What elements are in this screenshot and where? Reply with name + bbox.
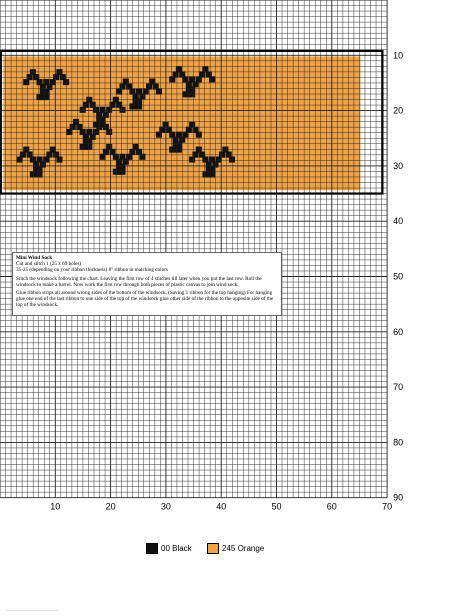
axis-label-bottom: 30 [160,501,171,512]
color-legend [0,542,474,556]
instructions-line2: 35-25 (depending on your ribbon thickness) 8" ribbon in matching colors [16,267,168,274]
axis-label-right: 80 [393,437,404,448]
instructions-para2: Glue ribbon strips all around wrong sides of the bottom of the windsock. (Saving 1 ribbon for the top hanging) For hanging glue one end of the last ribbon to one side of the top of the windsock glue other side of the ribbon to the opposite side of the top of the windsock. [16,290,274,309]
instructions-title: Mini Wind Sock [16,255,53,261]
axis-label-bottom: 70 [382,501,393,512]
instructions-para1: Stitch the windsock following the chart. Leaving the first row of 4 stitches till later when you put the last row. Roll the windsock to make a barrel. Now work the first row through both pieces of plastic canvas to join wind sock. [16,275,262,288]
legend-label-black: 00 Black [161,543,192,553]
black-stitch [56,156,62,162]
axis-label-bottom: 10 [50,501,61,512]
axis-label-right: 30 [393,160,404,171]
black-swatch [146,543,158,554]
axis-label-right: 20 [393,105,404,116]
black-stitch [119,107,125,113]
axis-label-right: 50 [393,271,404,282]
axis-label-bottom: 20 [105,501,116,512]
black-stitch [106,129,112,135]
black-stitch [156,88,162,94]
axis-label-bottom: 40 [216,501,227,512]
axis-label-right: 60 [393,326,404,337]
black-stitch [36,171,42,177]
black-stitch [229,156,235,162]
instructions-box [12,252,282,316]
legend-label-orange: 245 Orange [222,543,265,553]
axis-label-right: 70 [393,382,404,393]
footer-text: ................................................ [6,607,60,612]
black-stitch [86,144,92,150]
axis-label-right: 40 [393,216,404,227]
legend-item-black [146,542,192,554]
axis-label-right: 90 [393,492,404,503]
instructions-line1: Cut and stitch 1 (25 x 69 holes) [16,261,82,268]
black-stitch [136,103,142,109]
black-stitch [63,79,69,85]
black-stitch [119,169,125,175]
axis-label-bottom: 60 [326,501,337,512]
axis-label-bottom: 50 [271,501,282,512]
black-stitch [189,91,195,97]
legend-item-orange [207,542,264,554]
orange-swatch [207,543,219,554]
axis-label-right: 10 [393,50,404,61]
